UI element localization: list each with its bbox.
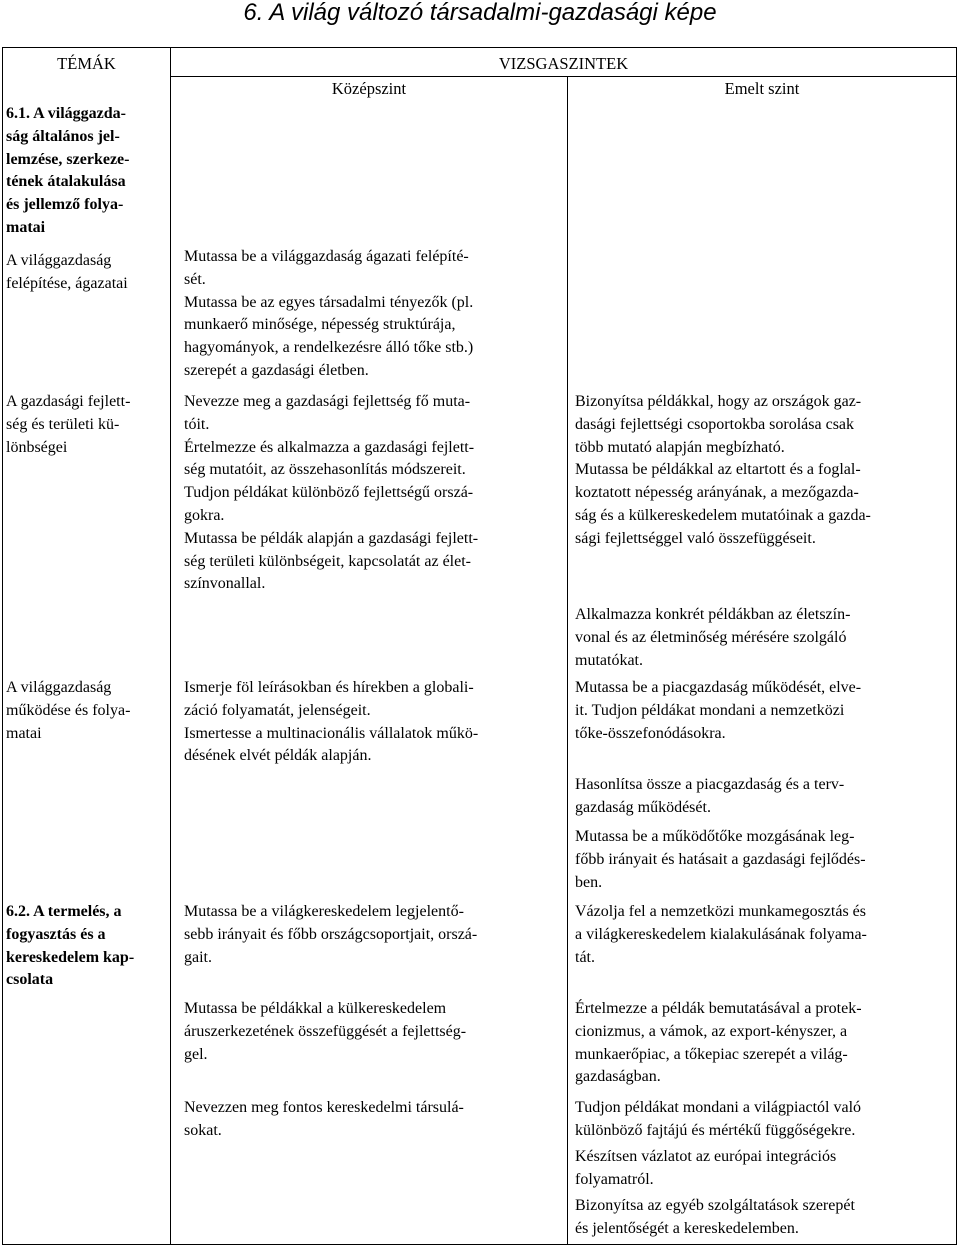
advanced-requirement: Bizonyítsa példákkal, hogy az országok gaz- dasági fejlettségi csoportokba sorolása csak több mutató alapján megbízható. Mutassa be példákkal az eltartott és a foglal- koztatott népesség arányának, a mezőgazda- ság és a külkereskedelem mutatóinak a gazda- sági fejlettséggel való összefüggéseit.: [575, 393, 871, 547]
advanced-requirement: Bizonyítsa az egyéb szolgáltatások szerepét és jelentőségét a kereskedelemben.: [575, 1197, 855, 1237]
column-divider-levels: [567, 76, 568, 1245]
advanced-requirement: Alkalmazza konkrét példákban az életszín- vonal és az életminőség mérésére szolgáló mutatókat.: [575, 606, 851, 669]
mid-requirement: Ismerje föl leírásokban és hírekben a globali- záció folyamatát, jelenségeit. Ismertesse a multinacionális vállalatok műkö- désének elvét példák alapján.: [184, 679, 479, 765]
subtopic-world-economy-processes: A világgazdaság működése és folya- matai: [6, 679, 131, 742]
column-divider-topics: [170, 47, 171, 1245]
topic-6-2: 6.2. A termelés, a fogyasztás és a kereskedelem kap- csolata: [6, 903, 135, 989]
mid-requirement: Mutassa be a világgazdaság ágazati felépíté- sét. Mutassa be az egyes társadalmi tényezők (pl. munkaerő minősége, népesség struktúrája, hagyományok, a rendelkezésre álló tőke stb.) szerepét a gazdasági életben.: [184, 248, 474, 379]
advanced-requirement: Mutassa be a piacgazdaság működését, elve- it. Tudjon példákat mondani a nemzetközi tőke-összefonódásokra.: [575, 679, 862, 742]
table-border-top: [2, 47, 957, 48]
mid-requirement: Nevezze meg a gazdasági fejlettség fő muta- tóit. Értelmezze és alkalmazza a gazdasági fejlett- ség mutatóit, az összehasonlítás módszereit. Tudjon példákat különböző fejlettségű orszá- gokra. Mutassa be példák alapján a gazdasági fejlett- ség területi különbségeit, kapcsolatát az élet- színvonallal.: [184, 393, 479, 593]
mid-requirement: Mutassa be a világkereskedelem legjelentő- sebb irányait és főbb országcsoportjait, orszá- gait.: [184, 903, 478, 966]
advanced-requirement: Értelmezze a példák bemutatásával a protek- cionizmus, a vámok, az export-kényszer, a munkaerőpiac, a tőkepiac szerepét a világ- gazdaságban.: [575, 1000, 862, 1086]
advanced-requirement: Készítsen vázlatot az európai integrációs folyamatról.: [575, 1148, 837, 1188]
header-exam-levels: VIZSGASZINTEK: [498, 54, 629, 73]
mid-requirement: Mutassa be példákkal a külkereskedelem áruszerkezetének összefüggését a fejlettség- gel.: [184, 1000, 467, 1063]
header-row-divider: [170, 76, 957, 77]
advanced-requirement: Tudjon példákat mondani a világpiactól való különböző fajtájú és mértékű függőségekre.: [575, 1099, 862, 1139]
subtopic-world-economy-structure: A világgazdaság felépítése, ágazatai: [6, 252, 128, 292]
header-topics: TÉMÁK: [57, 54, 116, 73]
mid-requirement: Nevezzen meg fontos kereskedelmi társulá- sokat.: [184, 1099, 464, 1139]
page-title: 6. A világ változó társadalmi-gazdasági képe: [243, 0, 717, 26]
table-border-right: [956, 47, 957, 1245]
header-mid-level: Középszint: [331, 79, 407, 98]
table-border-bottom: [2, 1244, 957, 1245]
topic-6-1: 6.1. A világgazda- ság általános jel- lemzése, szerkeze- tének átalakulása és jellemző folya- matai: [6, 105, 130, 236]
advanced-requirement: Mutassa be a működőtőke mozgásának leg- főbb irányait és hatásait a gazdasági fejlődés- ben.: [575, 828, 866, 891]
advanced-requirement: Vázolja fel a nemzetközi munkamegosztás és a világkereskedelem kialakulásának folyama- tát.: [575, 903, 867, 966]
header-advanced-level: Emelt szint: [724, 79, 800, 98]
subtopic-economic-development: A gazdasági fejlett- ség és területi kü- lönbségei: [6, 393, 131, 456]
table-border-left: [2, 47, 3, 1245]
advanced-requirement: Hasonlítsa össze a piacgazdaság és a terv- gazdaság működését.: [575, 776, 845, 816]
